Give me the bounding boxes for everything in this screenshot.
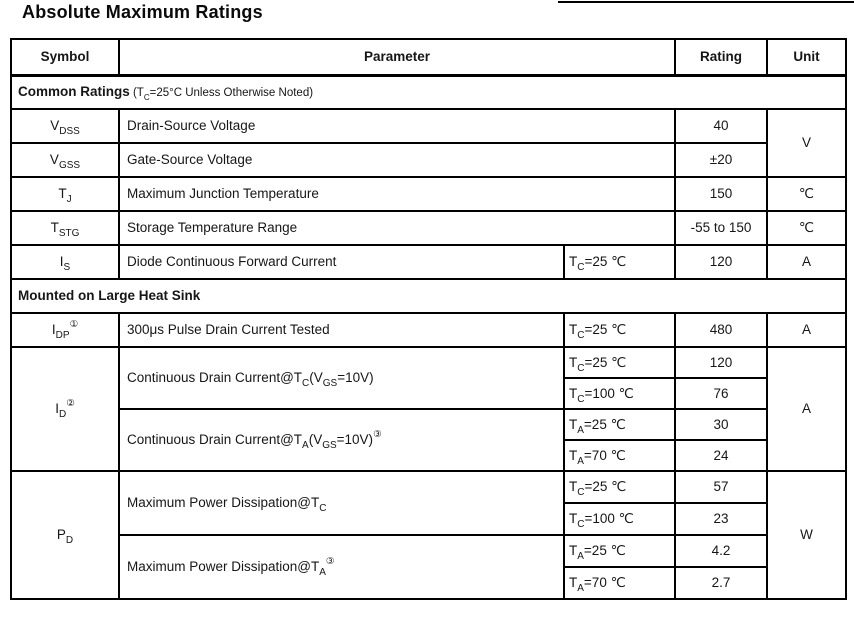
condition-cell-pd-ta25: $T_A=25$ ℃ bbox=[564, 535, 675, 567]
unit-cell-tj: ℃ bbox=[767, 177, 846, 211]
rating-cell-pd-tc25: 57 bbox=[675, 471, 767, 503]
symbol-cell-vgss: $V_{GSS}$ bbox=[11, 143, 119, 177]
table-row-tstg bbox=[11, 211, 846, 245]
section-mounted-cell bbox=[11, 279, 846, 313]
parameter-cell-is: Diode Continuous Forward Current bbox=[119, 245, 564, 279]
section-row-common-ratings bbox=[11, 75, 846, 109]
parameter-cell-vdss: Drain-Source Voltage bbox=[119, 109, 675, 143]
parameter-cell-pd-ta: Maximum Power $Dissipation@T_A^③$ bbox=[119, 535, 564, 599]
unit-cell-idp: A bbox=[767, 313, 846, 347]
condition-cell-pd-ta70: $T_A=70$ ℃ bbox=[564, 567, 675, 599]
section-common-ratings-cell bbox=[11, 75, 846, 109]
rating-cell-pd-ta70: 2.7 bbox=[675, 567, 767, 599]
table-row-vgss bbox=[11, 143, 846, 177]
rating-cell-id-ta25: 30 bbox=[675, 409, 767, 440]
rating-cell-id-tc100: 76 bbox=[675, 378, 767, 409]
section-common-note: ($T_C=25^\circ C$ Unless Otherwise Noted) bbox=[129, 87, 314, 103]
unit-cell-id: A bbox=[767, 347, 846, 471]
table-row-pd-tc25 bbox=[11, 471, 846, 503]
absolute-maximum-ratings-table bbox=[10, 38, 847, 600]
parameter-cell-tj: Maximum Junction Temperature bbox=[119, 177, 675, 211]
unit-cell-voltage: V bbox=[767, 109, 846, 177]
parameter-cell-pd-tc: Maximum Power $Dissipation@T_C$ bbox=[119, 471, 564, 535]
symbol-cell-is: $I_S$ bbox=[11, 245, 119, 279]
condition-cell-id-ta25: $T_A=25$ ℃ bbox=[564, 409, 675, 440]
parameter-cell-vgss: Gate-Source Voltage bbox=[119, 143, 675, 177]
unit-cell-is: A bbox=[767, 245, 846, 279]
condition-cell-id-ta70: $T_A=70$ ℃ bbox=[564, 440, 675, 471]
symbol-cell-pd: $P_D$ bbox=[11, 471, 119, 599]
rating-cell-id-tc25: 120 bbox=[675, 347, 767, 378]
unit-cell-tstg: ℃ bbox=[767, 211, 846, 245]
symbol-cell-vdss: $V_{DSS}$ bbox=[11, 109, 119, 143]
condition-cell-pd-tc100: $T_C=100$ ℃ bbox=[564, 503, 675, 535]
table-row-idp bbox=[11, 313, 846, 347]
top-divider-line bbox=[558, 1, 854, 3]
condition-cell-idp: $T_C=25$ ℃ bbox=[564, 313, 675, 347]
section-common-title: Common Ratings bbox=[18, 84, 130, 100]
table-row-is bbox=[11, 245, 846, 279]
symbol-cell-tstg: $T_{STG}$ bbox=[11, 211, 119, 245]
section-row-mounted bbox=[11, 279, 846, 313]
parameter-cell-id-ta: Continuous Drain $Current@T_A(V_{GS}=10V)^③$ bbox=[119, 409, 564, 471]
rating-cell-tj: 150 bbox=[675, 177, 767, 211]
condition-cell-id-tc25: $T_C=25$ ℃ bbox=[564, 347, 675, 378]
table-row-pd-ta25 bbox=[11, 535, 846, 567]
rating-cell-tstg: -55 to 150 bbox=[675, 211, 767, 245]
rating-cell-pd-tc100: 23 bbox=[675, 503, 767, 535]
symbol-cell-tj: $T_J$ bbox=[11, 177, 119, 211]
condition-cell-id-tc100: $T_C=100$ ℃ bbox=[564, 378, 675, 409]
col-header-symbol: Symbol bbox=[11, 39, 119, 75]
condition-cell-is: $T_C=25$ ℃ bbox=[564, 245, 675, 279]
rating-cell-vgss: ±20 bbox=[675, 143, 767, 177]
symbol-cell-idp: $I_{DP}^①$ bbox=[11, 313, 119, 347]
unit-cell-pd: W bbox=[767, 471, 846, 599]
rating-cell-vdss: 40 bbox=[675, 109, 767, 143]
table-row-id-ta25 bbox=[11, 409, 846, 440]
parameter-cell-idp: 300μs Pulse Drain Current Tested bbox=[119, 313, 564, 347]
rating-cell-idp: 480 bbox=[675, 313, 767, 347]
parameter-cell-id-tc: Continuous Drain $Current@T_C(V_{GS}=10V)$ bbox=[119, 347, 564, 409]
table-row-id-tc25 bbox=[11, 347, 846, 378]
parameter-cell-tstg: Storage Temperature Range bbox=[119, 211, 675, 245]
rating-cell-is: 120 bbox=[675, 245, 767, 279]
table-row-tj bbox=[11, 177, 846, 211]
table-header-row bbox=[11, 39, 846, 75]
page-title: Absolute Maximum Ratings bbox=[22, 2, 263, 22]
section-mounted-title: Mounted on Large Heat Sink bbox=[18, 288, 201, 304]
rating-cell-id-ta70: 24 bbox=[675, 440, 767, 471]
table-row-vdss bbox=[11, 109, 846, 143]
col-header-unit: Unit bbox=[767, 39, 846, 75]
col-header-parameter: Parameter bbox=[119, 39, 675, 75]
condition-cell-pd-tc25: $T_C=25$ ℃ bbox=[564, 471, 675, 503]
symbol-cell-id: $I_D^②$ bbox=[11, 347, 119, 471]
rating-cell-pd-ta25: 4.2 bbox=[675, 535, 767, 567]
col-header-rating: Rating bbox=[675, 39, 767, 75]
